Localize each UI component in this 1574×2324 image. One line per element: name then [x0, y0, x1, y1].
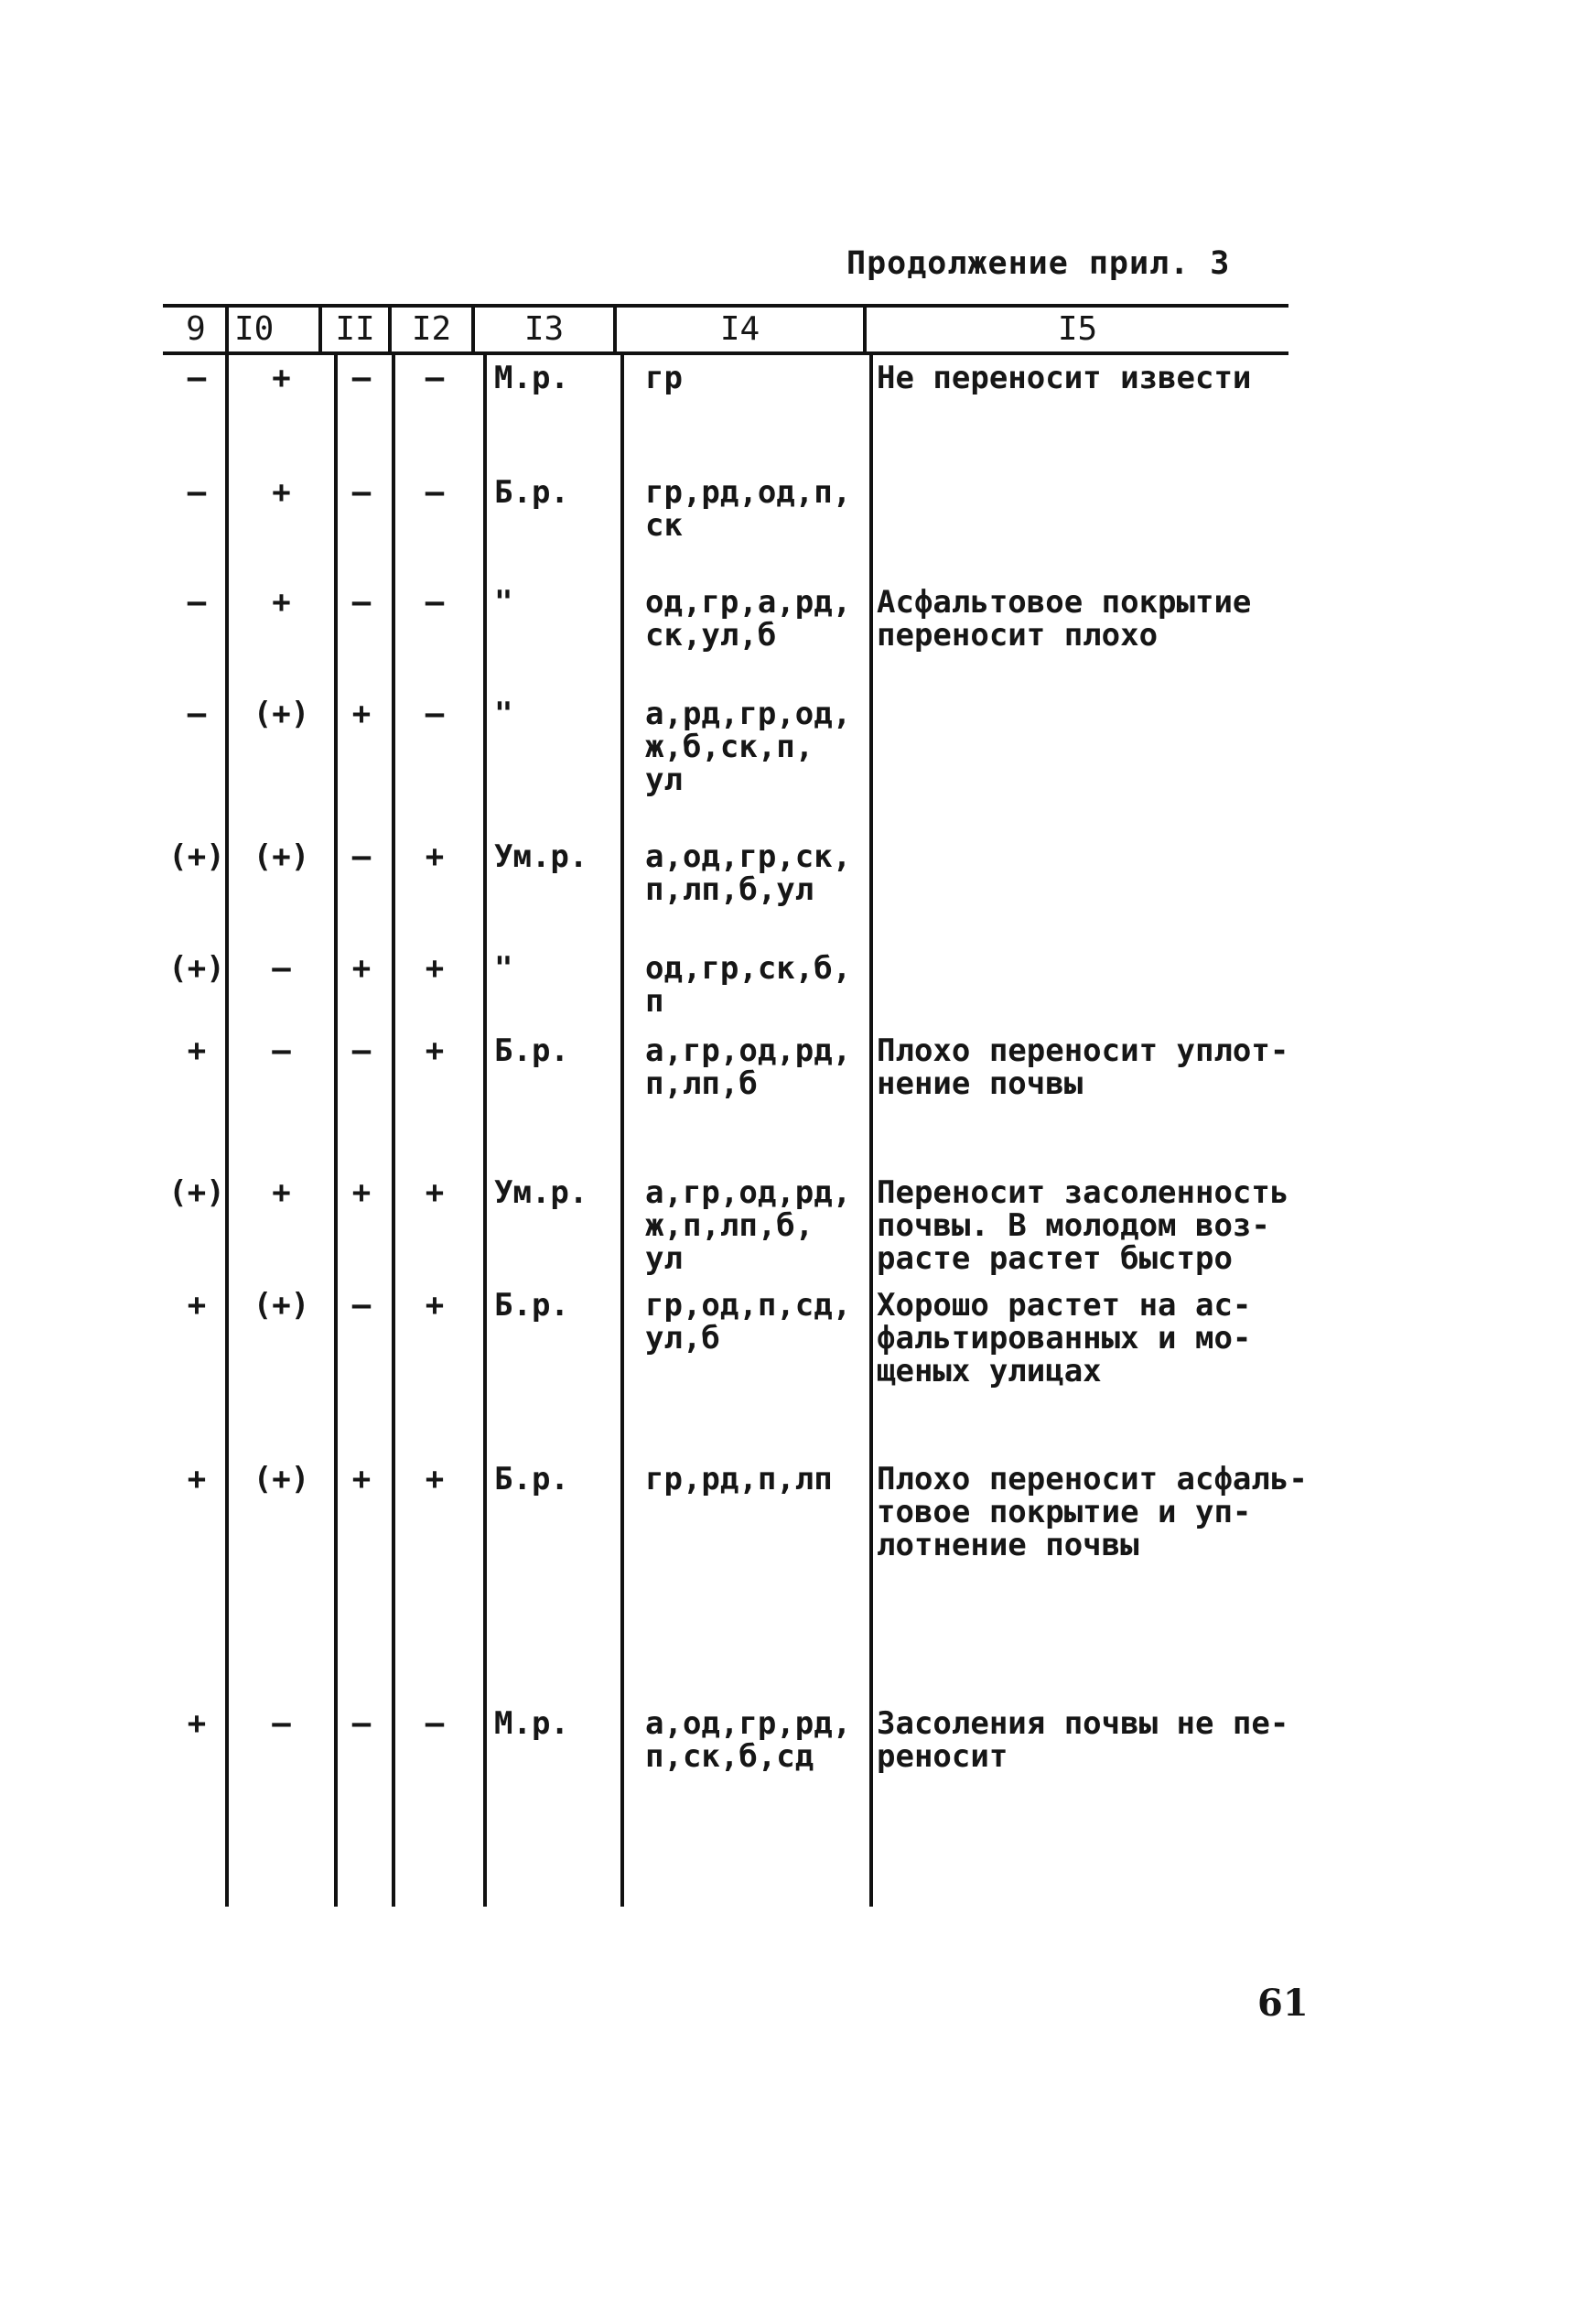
cell-col-12: +: [425, 838, 445, 875]
cell-col-13: ": [494, 584, 513, 621]
cell-col-10: (+): [253, 1461, 310, 1497]
cell-col-13: ": [494, 696, 513, 732]
cell-col-13: М.р.: [494, 360, 569, 396]
cell-col-10: –: [272, 1705, 291, 1742]
cell-col-11: –: [351, 1287, 372, 1324]
cell-col-9: (+): [168, 1174, 225, 1211]
table-caption: Продолжение прил. 3: [846, 245, 1231, 282]
cell-col-12: +: [425, 1032, 445, 1069]
cell-col-15: Плохо переносит уплот- нение почвы: [877, 1032, 1289, 1102]
header-col-13: I3: [523, 310, 565, 348]
cell-col-14: од,гр,ск,б, п: [645, 950, 852, 1020]
cell-col-15: Хорошо растет на ас- фальтированных и мо- щеных улицах: [877, 1287, 1252, 1389]
cell-col-14: а,гр,од,рд, ж,п,лп,б, ул: [645, 1174, 852, 1277]
cell-col-13: Ум.р.: [494, 838, 588, 875]
cell-col-9: (+): [168, 838, 225, 875]
cell-col-9: (+): [168, 950, 225, 987]
cell-col-14: гр,од,п,сд, ул,б: [645, 1287, 852, 1357]
cell-col-11: –: [351, 1032, 372, 1069]
header-col-15: I5: [1057, 310, 1098, 348]
cell-col-10: –: [272, 950, 291, 987]
header-col-9: 9: [186, 310, 206, 348]
page-number: 61: [1257, 1982, 1309, 2025]
header-col-12: I2: [411, 310, 452, 348]
cell-col-11: –: [351, 584, 372, 621]
cell-col-14: гр: [645, 360, 683, 396]
cell-col-10: (+): [253, 1287, 310, 1324]
cell-col-11: –: [351, 838, 372, 875]
column-divider: [869, 355, 873, 1907]
cell-col-9: +: [187, 1705, 207, 1742]
cell-col-11: +: [351, 1461, 372, 1497]
cell-col-13: Б.р.: [494, 474, 569, 511]
cell-col-10: +: [272, 474, 291, 511]
cell-col-9: –: [187, 696, 207, 732]
cell-col-11: +: [351, 696, 372, 732]
cell-col-13: Б.р.: [494, 1461, 569, 1497]
column-divider: [392, 355, 395, 1907]
cell-col-13: Ум.р.: [494, 1174, 588, 1211]
cell-col-15: Переносит засоленность почвы. В молодом воз- расте растет быстро: [877, 1174, 1289, 1277]
cell-col-11: +: [351, 950, 372, 987]
cell-col-14: а,гр,од,рд, п,лп,б: [645, 1032, 852, 1102]
cell-col-15: Асфальтовое покрытие переносит плохо: [877, 584, 1252, 654]
cell-col-10: +: [272, 1174, 291, 1211]
cell-col-9: –: [187, 584, 207, 621]
cell-col-12: –: [425, 696, 445, 732]
cell-col-15: Плохо переносит асфаль- товое покрытие и уп- лотнение почвы: [877, 1461, 1308, 1563]
cell-col-12: +: [425, 1461, 445, 1497]
cell-col-13: Б.р.: [494, 1287, 569, 1324]
table-top-rule: [163, 304, 1288, 308]
header-col-10: I0: [234, 310, 275, 348]
cell-col-10: (+): [253, 838, 310, 875]
cell-col-13: М.р.: [494, 1705, 569, 1742]
cell-col-9: +: [187, 1461, 207, 1497]
column-divider: [483, 355, 487, 1907]
cell-col-12: –: [425, 1705, 445, 1742]
cell-col-11: –: [351, 474, 372, 511]
header-col-14: I4: [719, 310, 760, 348]
cell-col-14: гр,рд,п,лп: [645, 1461, 833, 1497]
cell-col-13: ": [494, 950, 513, 987]
cell-col-9: –: [187, 474, 207, 511]
cell-col-14: гр,рд,од,п, ск: [645, 474, 852, 544]
cell-col-12: –: [425, 584, 445, 621]
cell-col-13: Б.р.: [494, 1032, 569, 1069]
cell-col-12: +: [425, 950, 445, 987]
header-col-11: II: [335, 310, 375, 348]
cell-col-11: –: [351, 1705, 372, 1742]
cell-col-11: –: [351, 360, 372, 396]
cell-col-12: –: [425, 360, 445, 396]
cell-col-10: +: [272, 584, 291, 621]
cell-col-11: +: [351, 1174, 372, 1211]
cell-col-12: +: [425, 1174, 445, 1211]
cell-col-14: а,од,гр,ск, п,лп,б,ул: [645, 838, 852, 908]
cell-col-9: +: [187, 1287, 207, 1324]
cell-col-14: а,рд,гр,од, ж,б,ск,п, ул: [645, 696, 852, 798]
cell-col-12: –: [425, 474, 445, 511]
cell-col-15: Не переносит извести: [877, 360, 1252, 396]
cell-col-14: а,од,гр,рд, п,ск,б,сд: [645, 1705, 852, 1775]
cell-col-10: –: [272, 1032, 291, 1069]
cell-col-14: од,гр,а,рд, ск,ул,б: [645, 584, 852, 654]
cell-col-10: +: [272, 360, 291, 396]
cell-col-15: Засоления почвы не пе- реносит: [877, 1705, 1289, 1775]
cell-col-10: (+): [253, 696, 310, 732]
cell-col-12: +: [425, 1287, 445, 1324]
cell-col-9: +: [187, 1032, 207, 1069]
cell-col-9: –: [187, 360, 207, 396]
table-header-rule: [163, 351, 1288, 355]
